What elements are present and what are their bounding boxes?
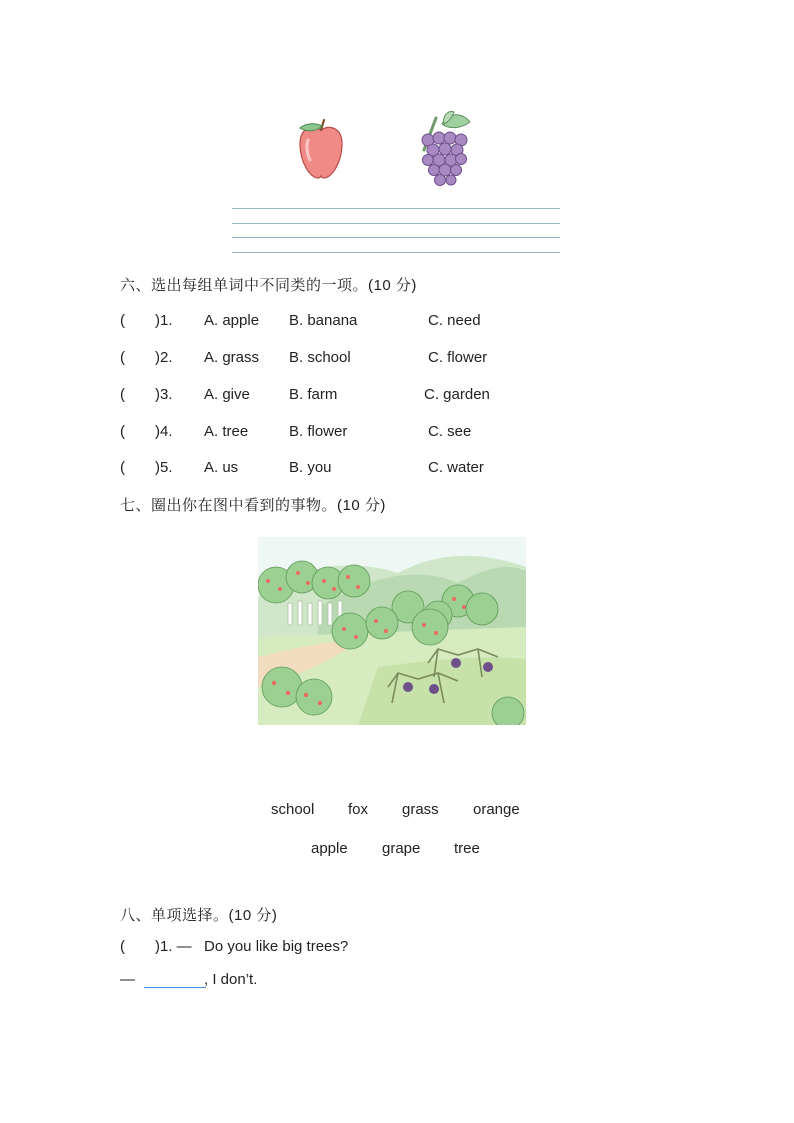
answer-paren-open[interactable]: (	[120, 312, 125, 329]
option-a: A. apple	[204, 312, 260, 329]
question-number: )5.	[155, 459, 173, 476]
answer-paren-open[interactable]: (	[120, 349, 125, 366]
grape-illustration	[414, 110, 474, 190]
question-row	[120, 938, 680, 958]
word-school[interactable]: school	[271, 801, 315, 818]
answer-paren-open[interactable]: (	[120, 386, 125, 403]
question-number: )2.	[155, 349, 173, 366]
option-c: C. see	[428, 423, 472, 440]
option-b: B. banana	[289, 312, 358, 329]
answer-paren-open[interactable]: (	[120, 423, 125, 440]
word-grass[interactable]: grass	[402, 801, 439, 818]
option-b: B. school	[289, 349, 351, 366]
question-number: )1. —	[155, 938, 192, 955]
apple-illustration	[294, 118, 348, 182]
word-grape[interactable]: grape	[382, 840, 421, 857]
section-6-title: 六、选出每组单词中不同类的一项。(10 分)	[120, 277, 417, 294]
section-8-title: 八、单项选择。(10 分)	[120, 907, 278, 924]
question-number: )4.	[155, 423, 173, 440]
question-row	[120, 459, 680, 479]
option-a: A. us	[204, 459, 239, 476]
answer-row	[120, 971, 680, 991]
answer-dash: —	[120, 971, 135, 988]
garden-scene-illustration	[258, 537, 526, 725]
option-c: C. need	[428, 312, 481, 329]
option-a: A. give	[204, 386, 250, 403]
question-number: )1.	[155, 312, 173, 329]
question-number: )3.	[155, 386, 173, 403]
question-row	[120, 423, 680, 443]
question-row	[120, 312, 680, 332]
option-b: B. you	[289, 459, 332, 476]
option-b: B. farm	[289, 386, 338, 403]
section-7-title: 七、圈出你在图中看到的事物。(10 分)	[120, 497, 386, 514]
word-fox[interactable]: fox	[348, 801, 369, 818]
question-row	[120, 386, 680, 406]
word-tree[interactable]: tree	[454, 840, 480, 857]
question-text: Do you like big trees?	[204, 938, 349, 955]
option-b: B. flower	[289, 423, 348, 440]
word-orange[interactable]: orange	[473, 801, 520, 818]
option-c: C. flower	[428, 349, 488, 366]
fill-in-blank[interactable]	[144, 973, 206, 988]
option-c: C. water	[428, 459, 484, 476]
answer-text: , I don’t.	[204, 971, 258, 988]
writing-lines	[232, 207, 560, 257]
option-c: C. garden	[424, 386, 490, 403]
word-apple[interactable]: apple	[311, 840, 348, 857]
answer-paren-open[interactable]: (	[120, 459, 125, 476]
option-a: A. tree	[204, 423, 249, 440]
question-row	[120, 349, 680, 369]
answer-paren-open[interactable]: (	[120, 938, 125, 955]
option-a: A. grass	[204, 349, 260, 366]
